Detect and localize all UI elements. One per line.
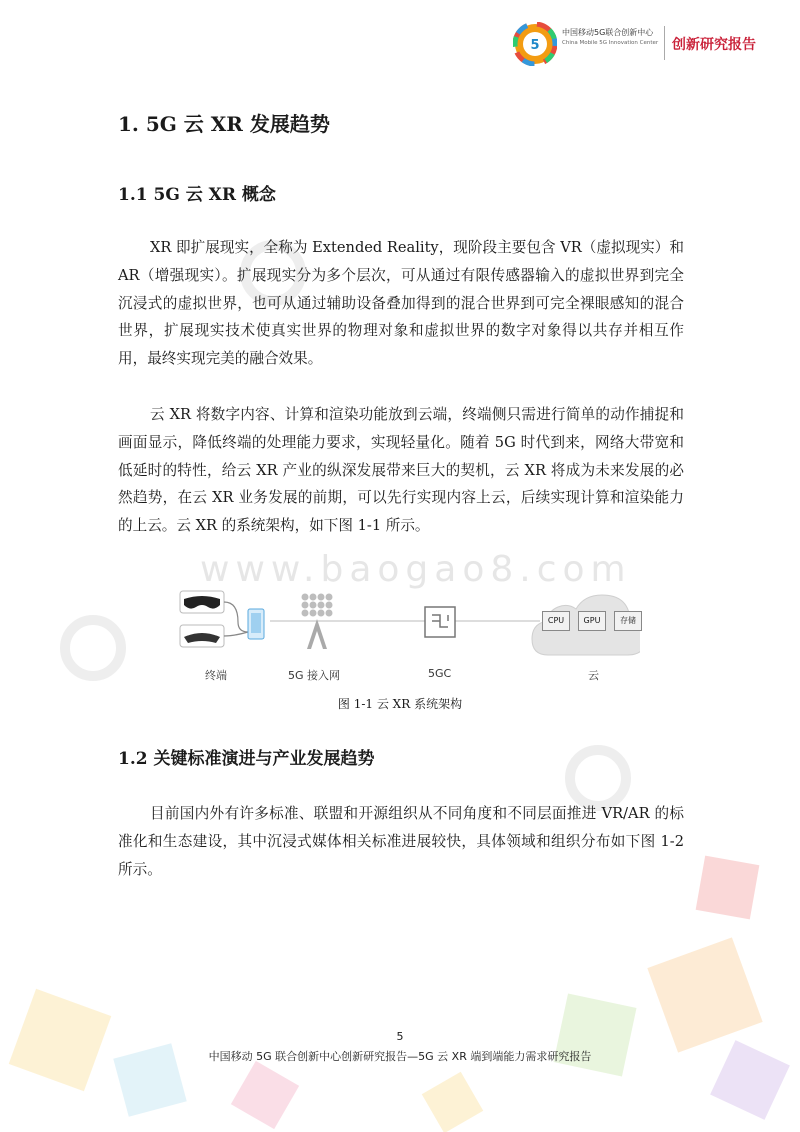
paragraph: 目前国内外有许多标准、联盟和开源组织从不同角度和不同层面推进 VR/AR 的标准化和生态建设，其中沉浸式媒体相关标准进展较快，具体领域和组织分布如下图 1-2 所示。 <box>118 805 684 878</box>
paragraph: 云 XR 将数字内容、计算和渲染功能放到云端，终端侧只需进行简单的动作捕捉和画面显示，降低终端的处理能力要求，实现轻量化。随着 5G 时代到来，网络大带宽和低延时的特性，给云 XR 产业的纵深发展带来巨大的契机，云 XR 将成为未来发展的必然趋势，在云 XR 业务发展的前期，可以先行实现内容上云，后续实现计算和渲染能力的上云。云 XR 的系统架构，如下图 1-1 所示。 <box>118 406 684 535</box>
header-divider <box>664 26 665 60</box>
architecture-diagram <box>170 585 640 685</box>
figure-caption: 图 1-1 云 XR 系统架构 <box>337 697 463 711</box>
footer-text: 中国移动 5G 联合创新中心创新研究报告—5G 云 XR 端到端能力需求研究报告 <box>208 1050 592 1063</box>
figure-architecture <box>170 585 640 685</box>
vr-headset-icon <box>180 591 224 613</box>
subsection-title: 1.2 关键标准演进与产业发展趋势 <box>118 749 375 769</box>
decor-square <box>231 1061 299 1129</box>
header-org-cn: 中国移动5G联合创新中心 <box>562 28 654 37</box>
section-title: 1. 5G 云 XR 发展趋势 <box>118 112 330 136</box>
label-core: 5GC <box>428 667 452 680</box>
page-number: 5 <box>396 1030 404 1043</box>
watermark-text: www.baogao8.com <box>200 549 632 590</box>
header-org-en: China Mobile 5G Innovation Center <box>562 40 659 46</box>
decor-square <box>422 1072 483 1132</box>
header-logo-icon <box>513 22 557 66</box>
paragraph: XR 即扩展现实，全称为 Extended Reality，现阶段主要包含 VR（虚拟现实）和 AR（增强现实）。扩展现实分为多个层次，可从通过有限传感器输入的虚拟世界到完全沉浸式的虚拟世界，也可从通过辅助设备叠加得到的混合世界到可完全裸眼感知的混合世界，扩展现实技术使真实世界的物理对象和虚拟世界的数字对象得以共存并相互作用，最终实现完美的融合效果。 <box>118 239 684 368</box>
label-access: 5G 接入网 <box>288 669 341 682</box>
header-org-name <box>562 28 658 48</box>
svg-text:5: 5 <box>530 38 540 53</box>
decor-square <box>696 856 760 920</box>
cloud-box-gpu: GPU <box>578 611 606 631</box>
header-report-label: 创新研究报告 <box>672 37 756 53</box>
watermark-logo <box>60 615 126 681</box>
label-terminal: 终端 <box>205 669 227 682</box>
ar-glasses-icon <box>180 625 224 647</box>
core-network-icon <box>425 607 455 637</box>
label-cloud: 云 <box>588 669 599 682</box>
cloud-box-storage: 存储 <box>614 611 642 631</box>
phone-icon <box>248 609 264 639</box>
subsection-title: 1.1 5G 云 XR 概念 <box>118 185 276 205</box>
cloud-box-cpu: CPU <box>542 611 570 631</box>
